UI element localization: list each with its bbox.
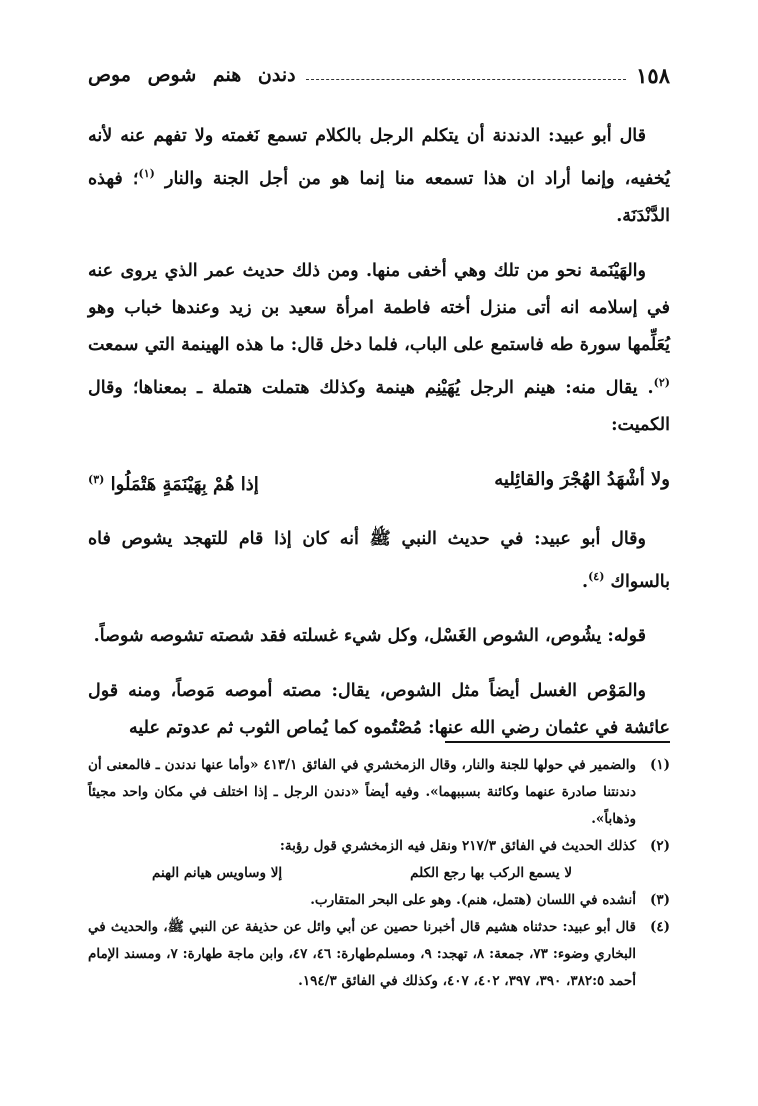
footnote-1 [88,752,670,833]
page-number: ١٥٨ [636,62,670,88]
paragraph-dandana: قال أبو عبيد: الدندنة أن يتكلم الرجل بالكلام تسمع نَغمته ولا تفهم عنه لأنه يُخفيه، وإنما أراد ان هذا تسمعه منا إنما هو من أجل الجنة والنار $^{(١)}$؛ فهذه الدَّنْدَنَة. [88,126,671,226]
footnote-ref-2[interactable]: (٢) [653,375,670,389]
paragraph-shawsa-hadith: وقال أبو عبيد: في حديث النبي ﷺ أنه كان إذا قام للتهجد يشوص فاه بالسواك $^{(٤)}$. [88,528,670,592]
footnote-ref-4[interactable]: (٤) [588,569,605,583]
footnote-text: قال أبو عبيد: حدثناه هشيم قال أخبرنا حصين عن أبي وائل عن حذيفة عن النبي ﷺ، والحديث في البخاري وضوء: ٧٣، جمعة: ٨، تهجد: ٩، ومسلم‌طهارة: ٤٦، ٤٧، وابن ماجة طهارة: ٧، ومسند الإمام أحمد ٣٨٢:٥، ٣٩٠، ٣٩٧، ٤٠٢، ٤٠٧، وكذلك في الفائق ١٩٤/٣. [88,919,636,989]
footnote-number: (٤) [649,919,670,935]
footnote-number: (١) [649,757,670,773]
poetry-verse [88,462,670,503]
footnote-2 [88,833,670,860]
footnote-4 [88,914,670,995]
footnote-verse-first: لا يسمع الركب بها رجع الكلم [410,865,573,881]
header-keywords: دندن هنم شوص موص [88,64,296,86]
footnote-text: والضمير في حولها للجنة والنار، وقال الزمخشري في الفائق ٤١٣/١ «وأما عنها ندندن ـ فالمعنى أن دندنتنا صادرة عنهما وكائنة بسببهما». وفيه أيضاً «دندن الرجل ـ إذا اختلف في مكان واحد مجيئاً وذهاباً». [88,757,636,827]
paragraph-haynama: والهَيْنَمة نحو من تلك وهي أخفى منها. ومن ذلك حديث عمر الذي يروى عنه في إسلامه انه أتى منزل أخته فاطمة امرأة سعيد بن زيد وعندها خباب وهو يُعَلِّمها سورة طه فاستمع على الباب، فلما دخل قال: ما هذه الهينمة التي سمعت $^{(٢)}$. يقال منه: هينم الرجل يُهَيْنِم هينمة وكذلك هتملت هتملة ـ بمعناها؛ وقال الكميت: [88,260,670,435]
verse-first-hemistich: ولا أشْهَدُ الهُجْرَ والقائِليه [494,468,670,490]
footnote-ref-3[interactable]: (٣) [88,472,105,486]
footnote-text: أنشده في اللسان (هتمل، هنم). وهو على البحر المتقارب. [310,892,636,908]
footnote-separator [445,741,670,743]
paragraph-shawsa-meaning: قوله: يشُوص، الشوص الغَسْل، وكل شيء غسلته فقد شصته تشوصه شوصاً. [93,626,646,647]
footnote-3 [88,887,670,914]
main-text [88,118,670,765]
footnote-ref-1[interactable]: (١) [138,167,155,180]
header-divider [306,79,627,80]
paragraph-mawsa: والمَوْص الغسل أيضاً مثل الشوص، يقال: مصته أموصه مَوصاً، ومنه قول عائشة في عثمان رضي الله عنها: مُصْتُموه كما يُماص الثوب ثم عدوتم عليه [88,681,670,739]
footnote-verse [88,860,670,887]
footnote-text: كذلك الحديث في الفائق ٢١٧/٣ ونقل فيه الزمخشري قول رؤبة: [279,838,636,854]
footnote-number: (٣) [649,892,670,908]
page-header [88,62,670,88]
footnote-verse-second: إلا وساويس هيانم الهنم [151,865,283,881]
footnote-number: (٢) [649,838,670,854]
verse-second-hemistich: إذا هُمْ بِهَيْنَمَةٍ هَتْمَلُوا $^{(٣)}$ [88,472,259,495]
footnotes [88,752,670,995]
